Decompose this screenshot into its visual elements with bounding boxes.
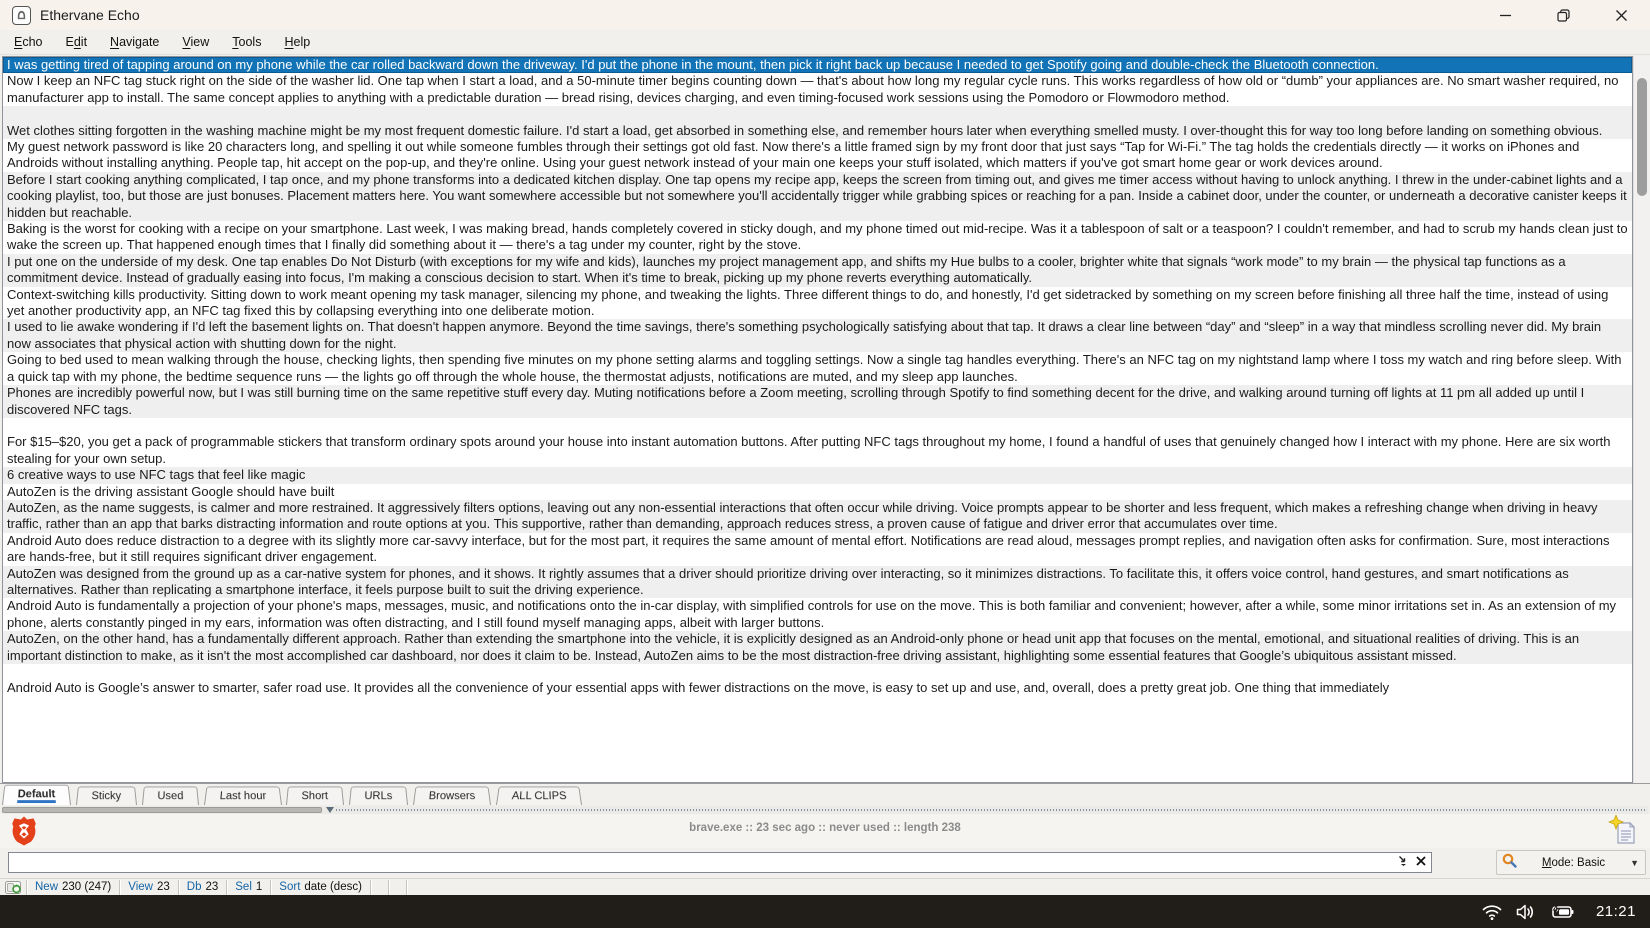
clip-row[interactable]: My guest network password is like 20 characters long, and spelling it out while someone fumbles through their settings got old fast. Now there's a little framed sign by my front door that just says “Tap for Wi-Fi.” The tag holds the credentials directly — it works on iPhones and Androids without installing anything. People tap, hit accept on the pop-up, and they're online. Using your guest network instead of your main one keeps your stuff isolated, which matters if you've got smart home gear or work devices around. [3, 139, 1632, 172]
menu-item-edit[interactable]: Edit [65, 35, 88, 49]
search-input[interactable] [8, 852, 1432, 873]
status-value: date (desc) [304, 881, 362, 893]
tab-label: Default [17, 789, 56, 803]
dotted-rule [336, 809, 1646, 811]
status-spacer-2 [389, 880, 407, 895]
app-icon [12, 6, 31, 25]
status-label: New [35, 881, 59, 893]
clip-row[interactable]: Context-switching kills productivity. Sitting down to work meant opening my task manager, silencing my phone, and tweaking the lights. Three different things to do, and honestly, I'd get sidetracked by something on my screen before finishing all three half the time, instead of using yet another productivity app, an NFC tag fixed this by collapsing everything into one deliberate motion. [3, 287, 1632, 320]
search-mode-label: Mode: Basic [1541, 856, 1606, 869]
status-sort[interactable] [271, 880, 371, 895]
menu-item-view[interactable]: View [182, 35, 210, 49]
clip-row-selected[interactable]: I was getting tired of tapping around on my phone while the car rolled backward down the driveway. I'd put the phone in the mount, then pick it right back up because I needed to get Spotify going and double-check the Bluetooth connection. [3, 57, 1632, 73]
tab-label: ALL CLIPS [510, 790, 567, 803]
close-button[interactable] [1592, 0, 1650, 30]
tab-last-hour[interactable] [204, 787, 282, 805]
tab-label: URLs [364, 790, 393, 803]
menu-item-navigate[interactable]: Navigate [110, 35, 160, 49]
clip-list [2, 56, 1633, 783]
menu-item-tools[interactable]: Tools [232, 35, 262, 49]
status-db[interactable] [179, 880, 228, 895]
tab-label: Short [301, 790, 329, 803]
clip-row[interactable]: Android Auto does reduce distraction to a degree with its slightly more car-savvy interface, but for the most part, it requires the same amount of mental effort. Notifications are read aloud, messages prompt replies, and navigation often asks for confirmation. Sure, most interactions are hands-free, but it still requires significant driver engagement. [3, 533, 1632, 566]
search-mode-dropdown[interactable] [1496, 850, 1646, 875]
tab-short[interactable] [286, 787, 344, 805]
clip-row[interactable]: AutoZen, as the name suggests, is calmer and more restrained. It aggressively filters options, leaving out any non-essential interactions that often occur while driving. Voice prompts appear to be shorter and less frequent, which makes a refreshing change when driving in heavy traffic, rather than an app that barks distracting information and route options at you. This supportive, rather than demanding, approach reduces stress, a proven cause of fatigue and driver error that accumulates over time. [3, 500, 1632, 533]
status-value: 23 [205, 881, 219, 893]
clip-row[interactable]: Going to bed used to mean walking through the house, checking lights, then spending five minutes on my phone setting alarms and toggling settings. Now a single tag handles everything. There's an NFC tag on my nightstand lamp where I toss my watch and ring before sleep. With a quick tap with my phone, the bedtime sequence runs — the lights go off through the whole house, the thermostat adjusts, notifications are muted, and my sleep app launches. [3, 352, 1632, 385]
clip-row[interactable]: Phones are incredibly powerful now, but I was still burning time on the same repetitive stuff every day. Muting notifications before a Zoom meeting, scrolling through Spotify to find something decent for the drive, and walking around turning off lights at 11 pm all added up until I discovered NFC tags. [3, 385, 1632, 418]
battery-charging-icon[interactable] [1550, 904, 1574, 920]
restore-button[interactable] [1534, 0, 1592, 30]
clip-row[interactable]: AutoZen was designed from the ground up as a car-native system for phones, and it shows. It rightly assumes that a driver should prioritize driving over interacting, so it minimizes distractions. To facilitate this, it offers voice control, hand gestures, and smart notifications as alternatives. Rather than replicating a smartphone interface, it feels purpose built to suit the driving experience. [3, 566, 1632, 599]
status-new[interactable] [27, 880, 120, 895]
status-view[interactable] [120, 880, 179, 895]
menu-item-help[interactable]: Help [284, 35, 311, 49]
tab-label: Browsers [427, 790, 476, 803]
tab-sticky[interactable] [76, 787, 137, 805]
chevron-down-icon: ▼ [1630, 857, 1639, 868]
vertical-scrollbar[interactable] [1633, 56, 1650, 783]
clip-row[interactable]: Wet clothes sitting forgotten in the washing machine might be my most frequent domestic failure. I'd start a load, get absorbed in something else, and remember hours later when everything smelled musty. I over-thought this for way too long before landing on something obvious. [3, 106, 1632, 139]
title-bar [0, 0, 1650, 30]
taskbar-clock[interactable]: 21:21 [1595, 903, 1636, 920]
tab-used[interactable] [142, 787, 199, 805]
search-history-icon[interactable] [1398, 855, 1409, 866]
status-label: Sel [235, 881, 252, 893]
tab-browsers[interactable] [413, 787, 491, 805]
clip-row[interactable]: Before I start cooking anything complicated, I tap once, and my phone transforms into a dedicated kitchen display. One tap opens my recipe app, keeps the screen from timing out, and gives me timer access without having to unlock anything. I threw in the under-cabinet lights and a cooking playlist, too, but those are just bonuses. Placement matters here. You want somewhere accessible but not somewhere you'll accidentally trigger while grabbing spices or reaching for a pan. Inside a cabinet door, under the counter, or underneath a decorative canister keeps it hidden but reachable. [3, 172, 1632, 221]
menu-item-echo[interactable]: Echo [14, 35, 43, 49]
splitter-notch-icon [326, 807, 334, 813]
status-value: 1 [255, 881, 263, 893]
clip-row[interactable]: Baking is the worst for cooking with a recipe on your smartphone. Last week, I was making bread, hands completely covered in sticky dough, and my phone timed out mid-recipe. Was it a tablespoon of salt or a teaspoon? I couldn't remember, and had to scrub my hands clean just to wake the screen up. That happened enough times that I finally did something about it — there's a tag under my counter, right by the stove. [3, 221, 1632, 254]
menu-bar [0, 30, 1650, 55]
splitter-handle[interactable] [2, 807, 322, 813]
status-bar [0, 878, 1650, 895]
volume-icon[interactable] [1516, 904, 1536, 920]
clip-row[interactable]: For $15–$20, you get a pack of programmable stickers that transform ordinary spots around your house into instant automation buttons. After putting NFC tags throughout my home, I found a handful of uses that genuinely changed how I interact with my phone. Here are six worth stealing for your own setup. [3, 418, 1632, 467]
status-spacer-1 [371, 880, 389, 895]
tab-label: Used [156, 790, 184, 803]
search-icon [1502, 853, 1517, 873]
status-label: Sort [279, 881, 301, 893]
clip-row[interactable]: I put one on the underside of my desk. One tap enables Do Not Disturb (with exceptions for my wife and kids), launches my project management app, and shifts my Hue bulbs to a cooler, brighter white that signals “work mode” to my brain — the physical tap functions as a commitment device. Instead of gradually easing into focus, I'm making a conscious decision to start. When it's time to break, picking up my phone reverts everything automatically. [3, 254, 1632, 287]
clip-info-bar [0, 814, 1650, 848]
tab-urls[interactable] [349, 787, 408, 805]
status-label: Db [186, 881, 202, 893]
clip-source-info: brave.exe :: 23 sec ago :: never used :: length 238 [689, 822, 961, 834]
clip-row[interactable]: I used to lie awake wondering if I'd left the basement lights on. That doesn't happen anymore. Beyond the time savings, there's something psychologically satisfying about that tap. It draws a clear line between “day” and “sleep” in a way that mindless scrolling never did. My brain now associates that physical action with shutting down for the night. [3, 319, 1632, 352]
status-sel[interactable] [227, 880, 271, 895]
new-clip-icon[interactable] [1608, 815, 1638, 847]
status-app-icon [0, 880, 27, 895]
status-value: 230 (247) [62, 881, 112, 893]
wifi-icon[interactable] [1482, 904, 1502, 920]
minimize-button[interactable] [1476, 0, 1534, 30]
status-value: 23 [156, 881, 170, 893]
clip-row[interactable]: Now I keep an NFC tag stuck right on the side of the washer lid. One tap when I start a load, and a 50-minute timer begins counting down — that's about how long my regular cycle runs. This works regardless of how old or “dumb” your appliances are. No smart washer required, no manufacturer app to install. The same concept applies to anything with a predictable duration — bread rising, devices charging, and even timing-focused work sessions using the Pomodoro or Flowmodoro method. [3, 73, 1632, 106]
tab-bar [0, 783, 1650, 805]
clip-row[interactable]: 6 creative ways to use NFC tags that feel like magic [3, 467, 1632, 483]
scrollbar-thumb[interactable] [1637, 78, 1647, 196]
search-row [0, 848, 1650, 878]
tab-label: Sticky [91, 790, 122, 803]
clear-search-icon[interactable] [1416, 856, 1426, 866]
window-title: Ethervane Echo [40, 7, 140, 23]
tab-all-clips[interactable] [496, 787, 582, 805]
clip-row[interactable]: Android Auto is Google’s answer to smarter, safer road use. It provides all the convenience of your essential apps with fewer distractions on the move, is easy to set up and use, and, overall, does a pretty great job. One thing that immediately [3, 664, 1632, 697]
tab-default[interactable] [2, 785, 71, 805]
clip-row[interactable]: AutoZen is the driving assistant Google should have built [3, 484, 1632, 500]
status-label: View [128, 881, 153, 893]
clip-row[interactable]: Android Auto is fundamentally a projection of your phone's maps, messages, music, and notifications onto the in-car display, with simplified controls for use on the move. This is both familiar and convenient; however, after a while, some minor irritations set in. As an extension of my phone, alerts constantly pinged in my ears, information was often distracting, and I still found myself managing apps, albeit with larger buttons. [3, 598, 1632, 631]
tab-label: Last hour [218, 790, 267, 803]
taskbar [0, 895, 1650, 928]
splitter[interactable] [2, 806, 1648, 814]
clip-row[interactable]: AutoZen, on the other hand, has a fundamentally different approach. Rather than extending the smartphone into the vehicle, it is explicitly designed as an Android-only phone or head unit app that focuses on the mental, emotional, and situational realities of driving. This is an important distinction to make, as it isn't the most accomplished car dashboard, nor does it claim to be. Instead, AutoZen aims to be the most distraction-free driving assistant, highlighting some essential features that Google’s ubiquitous assistant missed. [3, 631, 1632, 664]
